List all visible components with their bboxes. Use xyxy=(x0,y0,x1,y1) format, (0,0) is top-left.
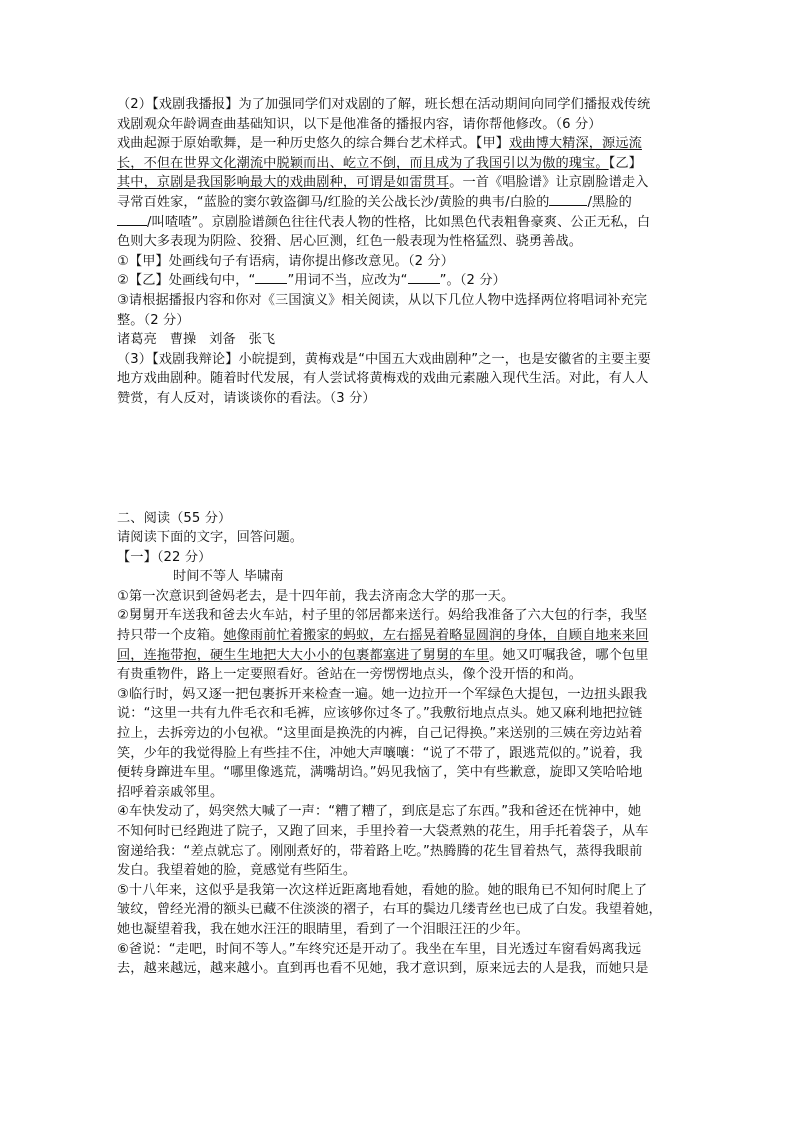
reading-instruction: 请阅读下面的文字，回答问题。 xyxy=(117,530,304,546)
broadcast-text-line-3: 其中，京剧是我国影响最大的戏曲剧种，可谓是如雷贯耳。一首《唱脸谱》让京剧脸谱走入 xyxy=(117,175,649,191)
paragraph-3-line-6: 招呼着亲戚邻里。 xyxy=(117,784,224,800)
underlined-sentence-jia-cont: 长，不但在世界文化潮流中脱颖而出、屹立不倒，而且成为了我国引以为傲的瑰宝。 xyxy=(117,155,609,171)
paragraph-4-line-4: 发白。我望着她的脸，竟感觉有些陌生。 xyxy=(117,863,357,879)
paragraph-2-line-4: 有贵重物件，路上一定要照看好。爸站在一旁愣愣地点头，像个没开悟的和尚。 xyxy=(117,667,583,683)
answer-blank-bailian[interactable] xyxy=(549,193,587,206)
answer-blank-heilian[interactable] xyxy=(117,213,147,226)
paragraph-5-line-2: 皱纹，曾经光滑的额头已藏不住淡淡的褶子，右耳的鬓边几缕青丝也已成了白发。我望着她， xyxy=(117,902,662,918)
paragraph-3-line-4: 笑，少年的我觉得脸上有些挂不住，冲她大声嚷嚷：“说了不带了，跟逃荒似的。”说着，我 xyxy=(117,745,643,761)
section-heading: 二、阅读（55 分） xyxy=(117,510,232,526)
paragraph-2-line-1: ②舅舅开车送我和爸去火车站，村子里的邻居都来送行。妈给我准备了六大包的行李，我坚 xyxy=(117,608,648,624)
paragraph-4-line-1: ④车快发动了，妈突然大喊了一声：“糟了糟了，到底是忘了东西。”我和爸还在恍神中，她 xyxy=(117,804,642,820)
broadcast-text-line-6: 色则大多表现为阴险、狡猾、居心叵测，红色一般表现为性格猛烈、骁勇善战。 xyxy=(117,234,583,250)
paragraph-6-line-1: ⑥爸说：“走吧，时间不等人。”车终究还是开动了。我坐在车里，目光透过车窗看妈离我远 xyxy=(117,941,642,957)
broadcast-text-line-1: 戏曲起源于原始歌舞，是一种历史悠久的综合舞台艺术样式。【甲】戏曲博大精深，源远流 xyxy=(117,136,642,152)
answer-blank-wrong-word[interactable] xyxy=(255,271,287,284)
question-3-line-2: 地方戏曲剧种。随着时代发展，有人尝试将黄梅戏的戏曲元素融入现代生活。对此，有人人 xyxy=(117,371,649,387)
underlined-sentence-yi: 其中，京剧是我国影响最大的戏曲剧种，可谓是如雷贯耳 xyxy=(117,175,450,191)
paragraph-4-line-3: 窗递给我：“差点就忘了。刚刚煮好的，带着路上吃。”热腾腾的花生冒着热气，蒸得我眼前 xyxy=(117,843,643,859)
answer-space xyxy=(117,409,682,509)
broadcast-text-line-2: 长，不但在世界文化潮流中脱颖而出、屹立不倒，而且成为了我国引以为傲的瑰宝。【乙】 xyxy=(117,155,642,171)
character-options: 诸葛亮 曹操 刘备 张飞 xyxy=(117,332,276,348)
broadcast-text-line-4: 寻常百姓家，“蓝脸的窦尔敦盗御马/红脸的关公战长沙/黄脸的典韦/白脸的 /黑脸的 xyxy=(117,194,632,210)
answer-blank-correct-word[interactable] xyxy=(408,271,440,284)
question-2-2: ②【乙】处画线句中，“ ”用词不当，应改为“ ”。（2 分） xyxy=(117,273,506,289)
paragraph-2-line-3: 回，连拖带抱，硬生生地把大大小小的包裹都塞进了舅舅的车里。她又叮嘱我爸，哪个包里 xyxy=(117,647,649,663)
question-3-line-3: 赞赏，有人反对，请谈谈你的看法。（3 分） xyxy=(117,390,376,406)
question-2-3-line-2: 整。（2 分） xyxy=(117,312,190,328)
underlined-sentence-ant-cont: 回，连拖带抱，硬生生地把大大小小的包裹都塞进了舅舅的车里 xyxy=(117,647,490,663)
paragraph-3-line-3: 拉上，去拆旁边的小包袱。“这里面是换洗的内裤，自己记得换。”来送别的三姨在旁边站着 xyxy=(117,726,643,742)
passage-part-label: 【一】（22 分） xyxy=(117,549,212,565)
document-page xyxy=(117,95,682,979)
question-3-line-1: （3）【戏剧我辩论】小皖提到，黄梅戏是“中国五大戏曲剧种”之一，也是安徽省的主要主要 xyxy=(117,351,651,367)
q2-intro-line-1: （2）【戏剧我播报】为了加强同学们对戏剧的了解，班长想在活动期间向同学们播报戏传统 xyxy=(117,97,651,112)
paragraph-2-line-2: 持只带一个皮箱。她像雨前忙着搬家的蚂蚁，左右摇晃着略显圆润的身体，自顾自地来来回 xyxy=(117,628,649,644)
broadcast-text-line-5: /叫喳喳”。京剧脸谱颜色往往代表人物的性格，比如黑色代表粗鲁豪爽、公正无私，白 xyxy=(117,213,682,233)
question-2-3-line-1: ③请根据播报内容和你对《三国演义》相关阅读，从以下几位人物中选择两位将唱词补充完 xyxy=(117,292,648,308)
paragraph-5-line-1: ⑤十八年来，这似乎是我第一次这样近距离地看她，看她的脸。她的眼角已不知何时爬上了 xyxy=(117,882,648,898)
paragraph-5-line-3: 她也凝望着我，我在她水汪汪的眼睛里，看到了一个泪眼汪汪的少年。 xyxy=(117,921,529,937)
paragraph-1: ①第一次意识到爸妈老去，是十四年前，我去济南念大学的那一天。 xyxy=(117,588,515,604)
paragraph-3-line-2: 说：“这里一共有九件毛衣和毛裤，应该够你过冬了。”我敷衍地点点头。她又麻利地把拉链 xyxy=(117,706,643,722)
question-2-1: ①【甲】处画线句子有语病，请你提出修改意见。（2 分） xyxy=(117,253,455,269)
passage-title: 时间不等人 毕啸南 xyxy=(173,569,284,585)
underlined-sentence-jia: 戏曲博大精深，源远流 xyxy=(509,136,642,152)
paragraph-3-line-1: ③临行时，妈又逐一把包裹拆开来检查一遍。她一边拉开一个军绿色大提包，一边扭头跟我 xyxy=(117,686,648,702)
paragraph-6-line-2: 去，越来越远，越来越小。直到再也看不见她，我才意识到，原来远去的人是我，而她只是 xyxy=(117,961,649,977)
underlined-sentence-ant: 她像雨前忙着搬家的蚂蚁，左右摇晃着略显圆润的身体，自顾自地来来回 xyxy=(223,628,649,644)
paragraph-3-line-5: 便转身蹿进车里。“哪里像逃荒，满嘴胡诌。”妈见我恼了，笑中有些歉意，旋即又笑哈哈地 xyxy=(117,765,643,781)
q2-intro-line-2: 戏剧观众年龄调查曲基础知识，以下是他准备的播报内容，请你帮他修改。（6 分） xyxy=(117,116,602,132)
paragraph-4-line-2: 不知何时已经跑进了院子，又跑了回来，手里拎着一大袋煮熟的花生，用手托着袋子，从车 xyxy=(117,824,649,839)
